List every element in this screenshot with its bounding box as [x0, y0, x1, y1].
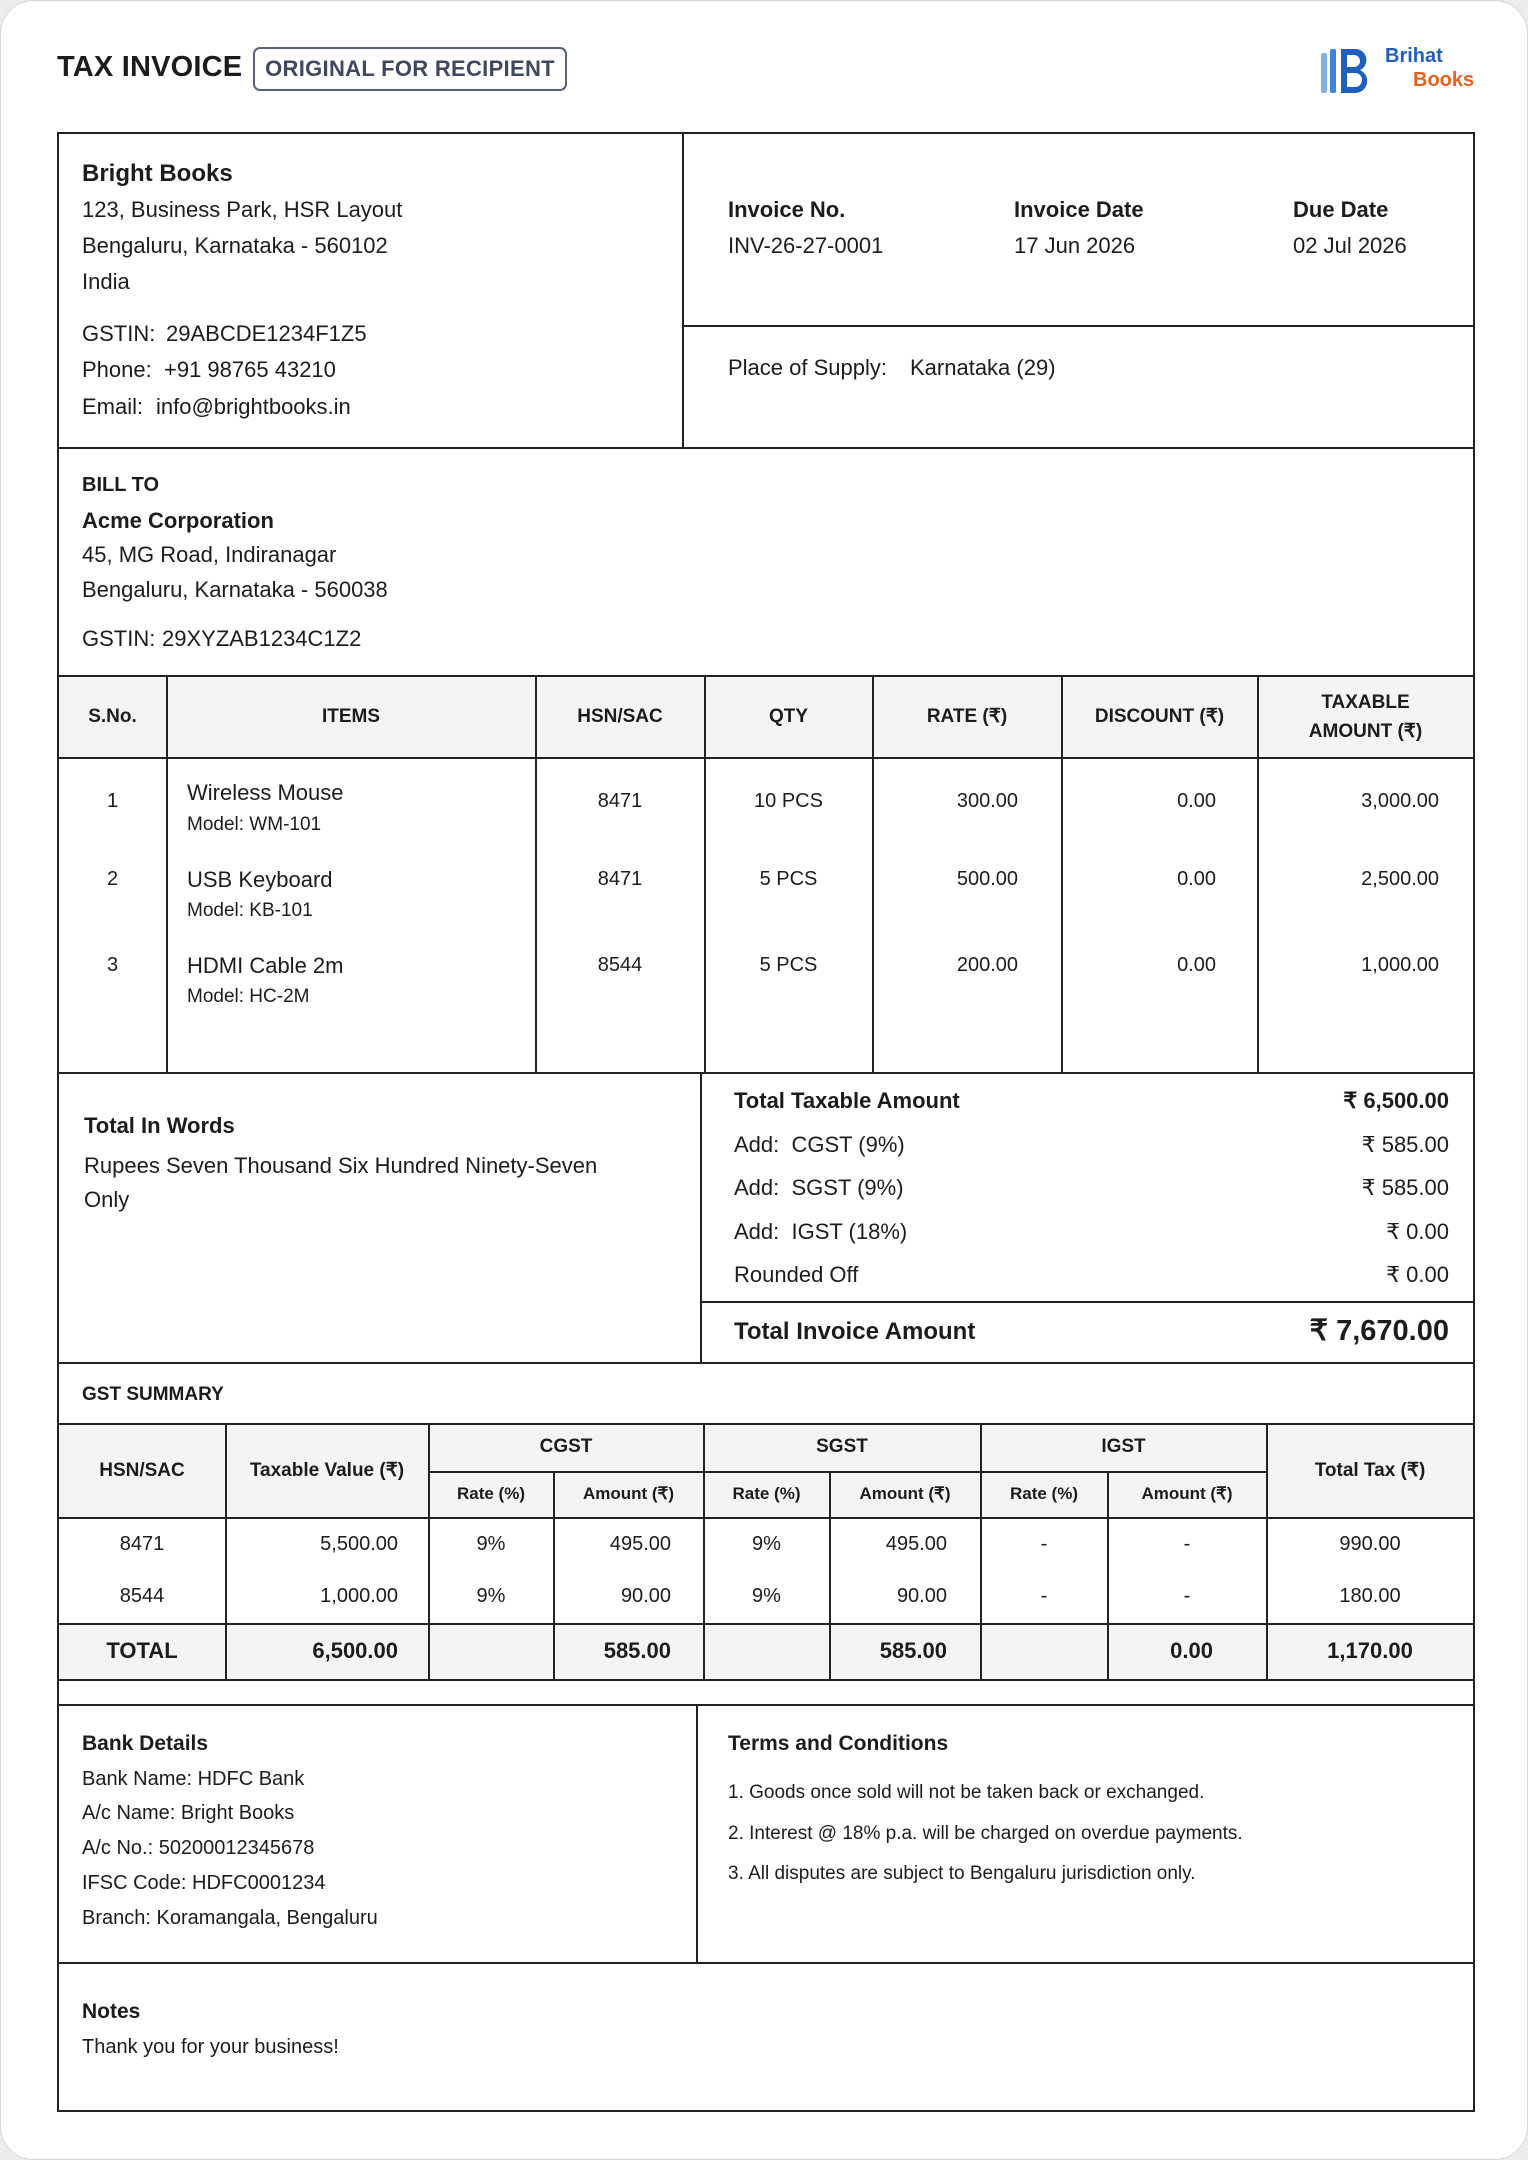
item-name: Wireless Mouse: [187, 780, 344, 805]
gst-cgst-rate: 9%: [476, 1533, 506, 1555]
seller-gstin-label: GSTIN:: [82, 321, 156, 346]
cgst-label: Add: CGST (9%): [734, 1132, 905, 1157]
due-date-label: Due Date: [1293, 197, 1389, 222]
col-header-items: ITEMS: [321, 706, 381, 727]
igst-label: Add: IGST (18%): [734, 1219, 908, 1244]
igst-value: ₹ 0.00: [1386, 1219, 1449, 1244]
notes-heading: Notes: [82, 2000, 141, 2023]
item-amount: 2,500.00: [1361, 868, 1439, 890]
gst-total-cgst: 585.00: [603, 1638, 671, 1663]
brihat-books-logo-icon: [1319, 45, 1377, 97]
buyer-address-line1: 45, MG Road, Indiranagar: [82, 542, 337, 567]
gst-hsn: 8471: [119, 1533, 165, 1555]
gst-cgst-amount: 90.00: [620, 1585, 671, 1607]
item-discount: 0.00: [1177, 790, 1216, 812]
buyer-gstin: 29XYZAB1234C1Z2: [162, 626, 362, 651]
sgst-label: Add: SGST (9%): [734, 1175, 904, 1200]
divider: [696, 1704, 698, 1963]
item-rate: 200.00: [956, 954, 1018, 976]
total-taxable-label: Total Taxable Amount: [734, 1088, 960, 1113]
seller-email-label: Email:: [82, 394, 144, 419]
gst-taxable: 5,500.00: [320, 1533, 398, 1555]
item-amount: 1,000.00: [1361, 954, 1439, 976]
seller-phone: +91 98765 43210: [164, 357, 336, 382]
item-hsn: 8471: [597, 868, 643, 890]
gst-subcol-cgst-amount: Amount (₹): [582, 1484, 675, 1503]
item-model: Model: WM-101: [187, 814, 322, 835]
gst-total-sgst: 585.00: [879, 1638, 947, 1663]
gst-col-sgst: SGST: [816, 1436, 868, 1457]
rounded-off-label: Rounded Off: [734, 1262, 859, 1287]
gst-col-taxable: Taxable Value (₹): [249, 1460, 405, 1481]
seller-phone-label: Phone:: [82, 357, 152, 382]
divider: [57, 1423, 1475, 1425]
item-discount: 0.00: [1177, 954, 1216, 976]
account-name: A/c Name: Bright Books: [82, 1802, 295, 1824]
sgst-value: ₹ 585.00: [1361, 1175, 1449, 1200]
terms-item: 3. All disputes are subject to Bengaluru jurisdiction only.: [728, 1863, 1196, 1884]
due-date: 02 Jul 2026: [1293, 233, 1407, 258]
seller-address-line1: 123, Business Park, HSR Layout: [82, 197, 403, 222]
col-header-taxable-line2: AMOUNT (₹): [1308, 721, 1423, 742]
item-sno: 3: [106, 954, 119, 976]
terms-item: 1. Goods once sold will not be taken back or exchanged.: [728, 1782, 1205, 1803]
buyer-gstin-label: GSTIN:: [82, 626, 156, 651]
branch: Branch: Koramangala, Bengaluru: [82, 1907, 378, 1929]
buyer-name: Acme Corporation: [82, 508, 274, 533]
terms-heading: Terms and Conditions: [728, 1732, 949, 1755]
gst-cgst-rate: 9%: [476, 1585, 506, 1607]
gst-cgst-amount: 495.00: [609, 1533, 671, 1555]
total-in-words-line2: Only: [84, 1187, 130, 1212]
copy-type-badge: ORIGINAL FOR RECIPIENT: [253, 47, 567, 91]
divider: [57, 1704, 1475, 1706]
gst-total-tax: 180.00: [1339, 1585, 1401, 1607]
total-invoice-value: ₹ 7,670.00: [1309, 1315, 1449, 1347]
gst-sgst-amount: 495.00: [885, 1533, 947, 1555]
invoice-date-label: Invoice Date: [1014, 197, 1144, 222]
seller-email: info@brightbooks.in: [156, 394, 351, 419]
item-model: Model: KB-101: [187, 900, 313, 921]
seller-country: India: [82, 269, 130, 294]
total-taxable-value: ₹ 6,500.00: [1343, 1088, 1449, 1113]
item-sno: 1: [106, 790, 119, 812]
gst-col-hsn: HSN/SAC: [99, 1460, 185, 1481]
gst-col-total-tax: Total Tax (₹): [1314, 1460, 1426, 1481]
col-header-discount: DISCOUNT (₹): [1094, 706, 1225, 727]
rounded-off-value: ₹ 0.00: [1386, 1262, 1449, 1287]
invoice-date: 17 Jun 2026: [1014, 233, 1136, 258]
gst-igst-rate: -: [1040, 1533, 1048, 1555]
terms-item: 2. Interest @ 18% p.a. will be charged on overdue payments.: [728, 1823, 1243, 1844]
total-invoice-label: Total Invoice Amount: [734, 1318, 976, 1345]
gst-taxable: 1,000.00: [320, 1585, 398, 1607]
bill-to-heading: BILL TO: [82, 474, 160, 496]
place-of-supply-label: Place of Supply:: [728, 355, 887, 380]
divider: [682, 325, 1475, 327]
divider: [57, 1072, 1475, 1074]
divider: [57, 1623, 1475, 1625]
item-sno: 2: [106, 868, 119, 890]
gst-igst-amount: -: [1183, 1533, 1191, 1555]
item-qty: 5 PCS: [759, 954, 818, 976]
item-model: Model: HC-2M: [187, 986, 310, 1007]
item-qty: 10 PCS: [754, 790, 823, 812]
divider: [57, 1962, 1475, 1964]
item-hsn: 8471: [597, 790, 643, 812]
gst-col-igst: IGST: [1101, 1436, 1146, 1457]
gst-total-tax-sum: 1,170.00: [1327, 1638, 1413, 1663]
col-header-hsn: HSN/SAC: [577, 706, 663, 727]
item-discount: 0.00: [1177, 868, 1216, 890]
notes-text: Thank you for your business!: [82, 2036, 339, 2058]
total-in-words-heading: Total In Words: [84, 1113, 235, 1138]
item-name: USB Keyboard: [187, 867, 333, 892]
item-amount: 3,000.00: [1361, 790, 1439, 812]
gst-sgst-rate: 9%: [752, 1533, 781, 1555]
bank-details-heading: Bank Details: [82, 1732, 209, 1755]
item-hsn: 8544: [597, 954, 643, 976]
divider: [682, 132, 684, 448]
gst-sgst-amount: 90.00: [896, 1585, 947, 1607]
gst-subcol-cgst-rate: Rate (%): [456, 1484, 525, 1503]
item-rate: 300.00: [956, 790, 1018, 812]
col-header-rate: RATE (₹): [926, 706, 1008, 727]
divider: [700, 1301, 1475, 1303]
invoice-no-label: Invoice No.: [728, 197, 846, 222]
place-of-supply: Karnataka (29): [910, 355, 1056, 380]
gst-hsn: 8544: [119, 1585, 165, 1607]
divider: [57, 1679, 1475, 1681]
gst-subcol-sgst-amount: Amount (₹): [859, 1484, 951, 1503]
item-rate: 500.00: [956, 868, 1018, 890]
seller-address-line2: Bengaluru, Karnataka - 560102: [82, 233, 388, 258]
col-header-sno: S.No.: [88, 706, 137, 727]
gst-subcol-sgst-rate: Rate (%): [732, 1484, 801, 1503]
divider: [57, 757, 1475, 759]
buyer-address-line2: Bengaluru, Karnataka - 560038: [82, 577, 388, 602]
divider: [700, 1072, 702, 1363]
total-in-words-line1: Rupees Seven Thousand Six Hundred Ninety-Seven: [84, 1153, 598, 1178]
gst-summary-heading: GST SUMMARY: [82, 1384, 224, 1405]
seller-gstin: 29ABCDE1234F1Z5: [166, 321, 367, 346]
invoice-no: INV-26-27-0001: [728, 233, 884, 258]
ifsc-code: IFSC Code: HDFC0001234: [82, 1872, 326, 1894]
document-title: TAX INVOICE: [57, 51, 243, 83]
item-qty: 5 PCS: [759, 868, 818, 890]
gst-total-tax: 990.00: [1339, 1533, 1401, 1555]
gst-igst-amount: -: [1183, 1585, 1191, 1607]
gst-total-label: TOTAL: [106, 1638, 178, 1663]
cgst-value: ₹ 585.00: [1361, 1132, 1449, 1157]
col-header-taxable-line1: TAXABLE: [1321, 692, 1410, 713]
gst-subcol-igst-rate: Rate (%): [1009, 1484, 1078, 1503]
gst-total-taxable: 6,500.00: [312, 1638, 398, 1663]
logo-text-brihat: Brihat: [1385, 45, 1443, 67]
seller-name: Bright Books: [82, 160, 233, 187]
col-header-qty: QTY: [768, 706, 809, 727]
logo-text-books: Books: [1413, 69, 1475, 91]
divider: [57, 1517, 1475, 1519]
divider: [57, 1362, 1475, 1364]
gst-subcol-igst-amount: Amount (₹): [1141, 1484, 1233, 1503]
gst-total-igst: 0.00: [1170, 1638, 1213, 1663]
item-name: HDMI Cable 2m: [187, 953, 344, 978]
account-number: A/c No.: 50200012345678: [82, 1837, 315, 1859]
divider: [166, 675, 168, 1073]
gst-col-cgst: CGST: [539, 1436, 593, 1457]
divider: [57, 447, 1475, 449]
gst-sgst-rate: 9%: [752, 1585, 781, 1607]
bank-name: Bank Name: HDFC Bank: [82, 1768, 305, 1790]
gst-igst-rate: -: [1040, 1585, 1048, 1607]
